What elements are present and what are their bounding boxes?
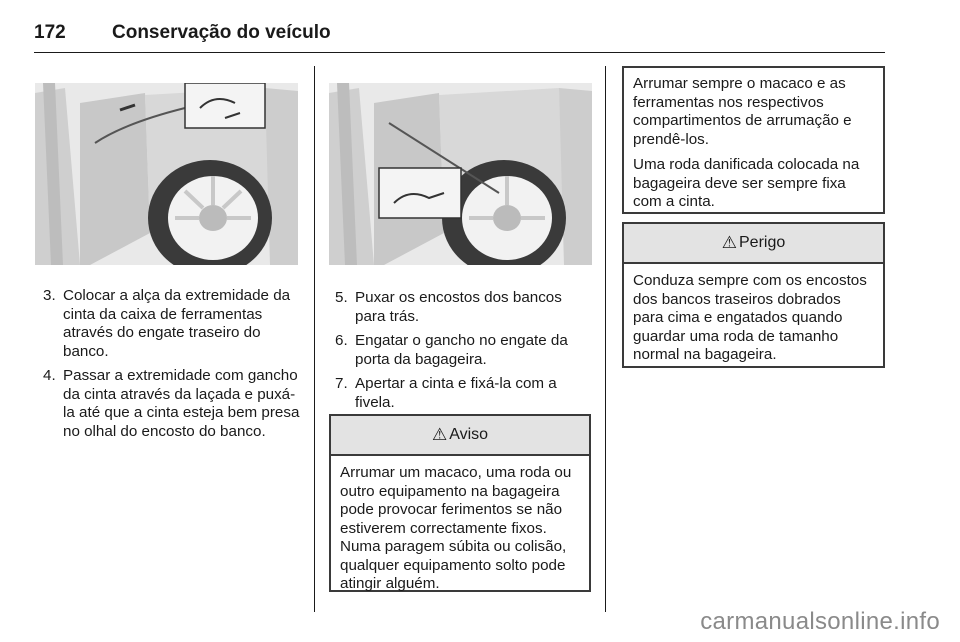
page-title: Conservação do veículo <box>112 22 331 43</box>
warning-triangle-icon: ⚠ <box>431 425 448 444</box>
warning-box <box>329 414 591 592</box>
danger-text: Conduza sempre com os encostos dos bancos traseiros dobrados para cima e engatados quando guardar uma roda de tamanho normal na bagageira. <box>633 272 867 363</box>
list-item: 4. Passar a extremidade com gancho da cinta através da laçada e puxá-la até que a cinta esteja bem presa no olhal do encosto do banco. <box>43 367 300 440</box>
trunk-illustration-hook-tailgate <box>329 83 592 265</box>
list-item: 6. Engatar o gancho no engate da porta da bagageira. <box>335 332 568 368</box>
page-header <box>34 22 885 53</box>
column-divider <box>314 66 315 612</box>
paragraph: Arrumar sempre o macaco e as ferramentas nos respectivos compartimentos de arrumação e prendê-los. <box>633 75 852 148</box>
warning-text: Arrumar um macaco, uma roda ou outro equipamento na bagageira pode provocar ferimentos se não estiverem correctamente fixos. Numa paragem súbita ou colisão, qualquer equipamento solto pode atingir alguém. <box>340 464 572 592</box>
column-divider <box>605 66 606 612</box>
steps-list-col1 <box>43 287 301 447</box>
trunk-illustration-strap-anchor <box>35 83 298 265</box>
list-item: 7. Apertar a cinta e fixá-la com a fivela. <box>335 375 557 411</box>
danger-header: ⚠ Perigo <box>624 224 883 264</box>
page-number: 172 <box>34 22 66 43</box>
watermark: carmanualsonline.info <box>700 608 940 635</box>
info-box <box>622 66 885 214</box>
danger-box <box>622 222 885 368</box>
list-item: 5. Puxar os encostos dos bancos para trás. <box>335 289 562 325</box>
steps-list-col2 <box>335 289 585 418</box>
warning-triangle-icon: ⚠ <box>721 233 737 252</box>
list-item: 3. Colocar a alça da extremidade da cinta da caixa de ferramentas através do engate traseiro do banco. <box>43 287 291 360</box>
warning-header: ⚠ Aviso <box>331 416 589 456</box>
paragraph: Uma roda danificada colocada na bagageira deve ser sempre fixa com a cinta. <box>633 156 860 210</box>
